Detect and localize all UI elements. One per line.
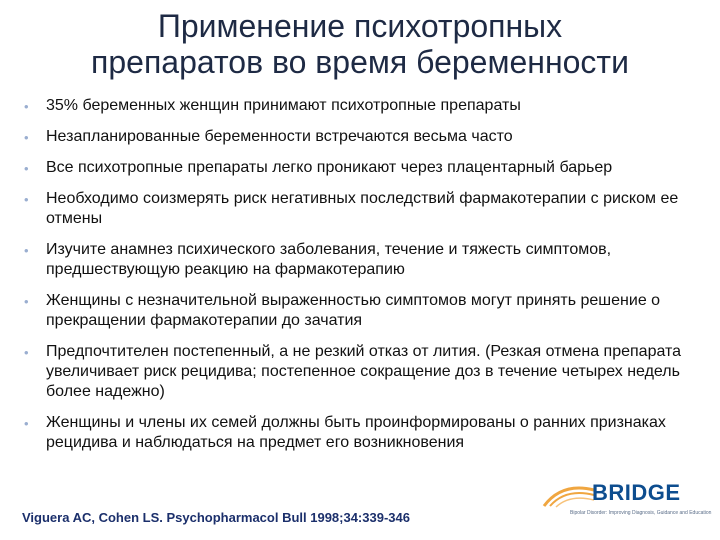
bullet-text: Женщины с незначительной выраженностью симптомов могут принять решение о прекращении фармакотерапии до зачатия <box>46 292 661 329</box>
bullet-dot-icon: • <box>24 243 29 258</box>
bullet-item <box>20 291 710 331</box>
bullet-dot-icon: • <box>24 416 29 431</box>
bullet-text: Изучите анамнез психического заболевания, течение и тяжесть симптомов, предшествующую реакцию на фармакотерапию <box>46 241 612 278</box>
bullet-dot-icon: • <box>24 99 29 114</box>
slide-title-line-1: Применение психотропных <box>157 8 563 44</box>
bridge-arc-icon <box>540 480 600 510</box>
bridge-logo-text: BRIDGE <box>592 480 681 505</box>
bullet-text: Предпочтителен постепенный, а не резкий отказ от лития. (Резкая отмена препарата увеличивает риск рецидива; постепенное сокращение доз в течение четырех недель более надежно) <box>46 343 682 400</box>
bullet-item <box>20 342 710 402</box>
slide-title-line-2: препаратов во время беременности <box>91 44 629 80</box>
bullet-text: Необходимо соизмерять риск негативных последствий фармакотерапии с риском ее отмены <box>46 190 679 227</box>
bullet-dot-icon: • <box>24 192 29 207</box>
bullet-item <box>20 127 710 147</box>
bullet-item <box>20 240 710 280</box>
bullet-item <box>20 189 710 229</box>
slide-title <box>0 8 720 80</box>
bullet-dot-icon: • <box>24 345 29 360</box>
citation: Viguera AC, Cohen LS. Psychopharmacol Bull 1998;34:339-346 <box>22 510 410 525</box>
bullet-text: Все психотропные препараты легко проникают через плацентарный барьер <box>46 159 613 176</box>
bullet-text: Незапланированные беременности встречаются весьма часто <box>46 128 513 145</box>
bullet-item <box>20 158 710 178</box>
bullet-dot-icon: • <box>24 161 29 176</box>
bridge-logo <box>540 480 715 520</box>
bullet-text: Женщины и члены их семей должны быть проинформированы о ранних признаках рецидива и наблюдаться на предмет его возникновения <box>46 414 666 451</box>
bullet-item <box>20 413 710 453</box>
bullet-text: 35% беременных женщин принимают психотропные препараты <box>46 97 521 114</box>
bullet-dot-icon: • <box>24 130 29 145</box>
bullet-item <box>20 96 710 116</box>
bullet-dot-icon: • <box>24 294 29 309</box>
bullet-list <box>20 96 710 464</box>
bridge-logo-tagline: Bipolar Disorder: Improving Diagnosis, Guidance and Education <box>570 510 712 516</box>
